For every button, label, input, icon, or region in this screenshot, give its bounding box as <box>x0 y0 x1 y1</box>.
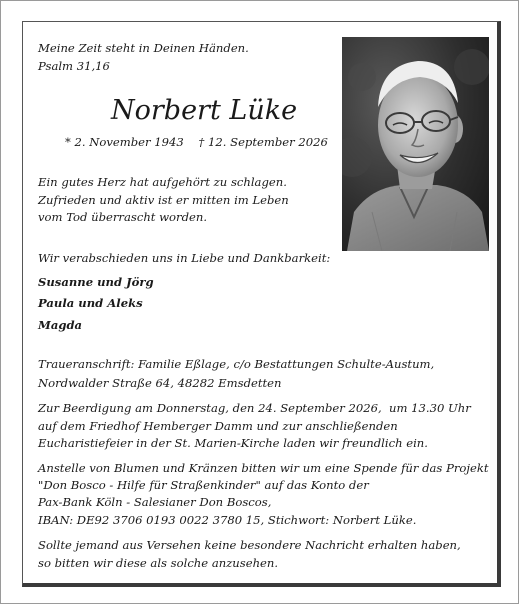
quote-source: Psalm 31,16 <box>38 59 110 73</box>
family-member: Magda <box>38 318 83 332</box>
funeral-line: Eucharistiefeier in der St. Marien-Kirche laden wir freundlich ein. <box>38 436 428 450</box>
tribute-line: vom Tod überrascht worden. <box>38 210 208 224</box>
deceased-name: Norbert Lüke <box>111 95 298 126</box>
donation-line: "Don Bosco - Hilfe für Straßenkinder" auf das Konto der <box>38 478 369 492</box>
tribute-line: Ein gutes Herz hat aufgehört zu schlagen. <box>38 175 287 189</box>
address-line: Traueranschrift: Familie Eßlage, c/o Bestattungen Schulte-Austum, <box>38 357 435 371</box>
address-line: Nordwalder Straße 64, 48282 Emsdetten <box>38 376 282 390</box>
farewell-text: Wir verabschieden uns in Liebe und Dankbarkeit: <box>38 251 331 265</box>
tribute-line: Zufrieden und aktiv ist er mitten im Leben <box>38 193 289 207</box>
donation-line: Anstelle von Blumen und Kränzen bitten wir um eine Spende für das Projekt <box>38 461 489 475</box>
donation-line: Pax-Bank Köln - Salesianer Don Boscos, <box>38 495 272 509</box>
obituary-card <box>22 21 501 587</box>
portrait-photo <box>342 37 489 251</box>
family-member: Susanne und Jörg <box>38 275 154 289</box>
family-member: Paula und Aleks <box>38 296 143 310</box>
donation-line: IBAN: DE92 3706 0193 0022 3780 15, Stichwort: Norbert Lüke. <box>38 513 417 527</box>
quote-line: Meine Zeit steht in Deinen Händen. <box>38 41 249 55</box>
closing-line: so bitten wir diese als solche anzusehen. <box>38 556 279 570</box>
life-dates: * 2. November 1943 † 12. September 2026 <box>65 135 328 149</box>
closing-line: Sollte jemand aus Versehen keine besondere Nachricht erhalten haben, <box>38 538 461 552</box>
funeral-line: Zur Beerdigung am Donnerstag, den 24. September 2026, um 13.30 Uhr <box>38 401 471 415</box>
funeral-line: auf dem Friedhof Hemberger Damm und zur anschließenden <box>38 419 398 433</box>
